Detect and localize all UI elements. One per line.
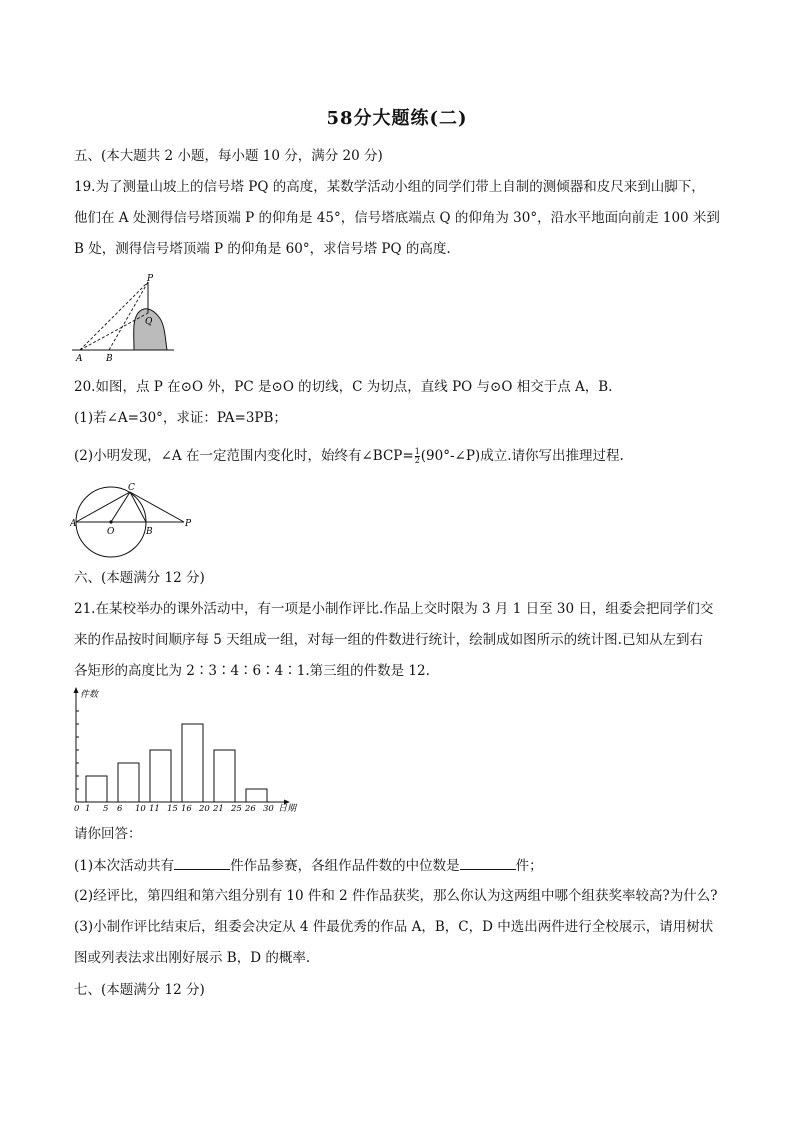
section-6-header: 六、(本题满分 12 分) (74, 570, 205, 586)
fraction-one-half (415, 448, 420, 465)
q19-line-1: 19.为了测量山坡上的信号塔 PQ 的高度，某数学活动小组的同学们带上自制的测倾器和皮尺来到山脚下， (74, 179, 705, 195)
q21-part-1-b: 件作品参赛，各组作品件数的中位数是 (230, 858, 460, 874)
center-point-o (109, 520, 112, 523)
q20-line-1: 20.如图，点 P 在⊙O 外，PC 是⊙O 的切线，C 为切点，直线 PO 与⊙O 相交于点 A，B. (74, 379, 613, 395)
chord-ac (76, 492, 130, 522)
q21-line-2: 来的作品按时间顺序每 5 天组成一组，对每一组的件数进行统计，绘制成如图所示的统计图.已知从左到右 (74, 632, 703, 648)
x-tick-label: 1 (85, 804, 91, 814)
label-o: O (107, 527, 115, 537)
x-tick-label: 5 (103, 804, 109, 814)
q21-part-1-c: 件； (515, 858, 543, 874)
q19-figure (72, 273, 182, 365)
q21-part-1-a: (1)本次活动共有 (74, 858, 175, 874)
hill-shape (134, 309, 167, 350)
x-tick-label: 0 (74, 804, 80, 814)
radius-oc (111, 492, 130, 522)
bar-1-5 (86, 776, 107, 802)
label-p: P (147, 274, 154, 284)
q20-figure (70, 480, 198, 568)
x-tick-label: 6 (117, 804, 123, 814)
x-axis-label: 日期 (278, 804, 297, 814)
y-axis-label: 件数 (80, 690, 99, 700)
bar-26-30 (246, 789, 267, 802)
q21-part-2: (2)经评比，第四组和第六组分别有 10 件和 2 件作品获奖，那么你认为这两组中哪个组获奖率较高?为什么? (74, 888, 718, 904)
q21-part-1 (74, 855, 543, 876)
section-7-header: 七、(本题满分 12 分) (74, 982, 205, 998)
x-tick-label: 10 (135, 804, 146, 814)
x-tick-label: 20 (199, 804, 210, 814)
x-tick-label: 11 (149, 804, 160, 814)
x-tick-label: 16 (181, 804, 192, 814)
page-title: 58分大题练(二) (326, 108, 468, 129)
answer-blank-total[interactable] (174, 855, 230, 870)
answer-blank-median[interactable] (460, 855, 516, 870)
fraction-denominator: 2 (414, 456, 420, 465)
x-tick-label: 25 (231, 804, 242, 814)
bar-6-10 (118, 763, 139, 802)
q20-part-1: (1)若∠A=30°，求证：PA=3PB； (74, 410, 287, 426)
label-p: P (185, 519, 192, 529)
q20-part-2-after: (90°-∠P)成立.请你写出推理过程. (420, 448, 624, 464)
q20-part-2-before: (2)小明发现，∠A 在一定范围内变化时，始终有∠BCP= (74, 448, 414, 464)
fraction-numerator: 1 (414, 447, 420, 456)
label-b: B (146, 527, 153, 537)
q21-prompt: 请你回答： (74, 826, 142, 842)
y-axis-arrow (74, 687, 79, 693)
q21-line-1: 21.在某校举办的课外活动中，有一项是小制作评比.作品上交时限为 3 月 1 日至 30 日，组委会把同学们交 (74, 601, 714, 617)
bars (86, 724, 267, 802)
label-a: A (76, 354, 83, 364)
q20-part-2 (74, 446, 624, 466)
bar-11-15 (150, 750, 171, 802)
q21-part-3-line-1: (3)小制作评比结束后，组委会决定从 4 件最优秀的作品 A，B，C，D 中选出两件进行全校展示，请用树状 (74, 919, 714, 935)
q21-bar-chart (62, 686, 312, 818)
section-5-header: 五、(本大题共 2 小题，每小题 10 分，满分 20 分) (74, 148, 383, 164)
q19-line-3: B 处，测得信号塔顶端 P 的仰角是 60°，求信号塔 PQ 的高度. (74, 241, 451, 257)
x-tick-labels (74, 804, 274, 814)
x-tick-label: 30 (263, 804, 274, 814)
bar-16-20 (182, 724, 203, 802)
label-c: C (128, 483, 135, 493)
x-tick-label: 21 (213, 804, 224, 814)
label-q: Q (145, 317, 153, 327)
q21-line-3: 各矩形的高度比为 2∶3∶4∶6∶4∶1.第三组的件数是 12. (74, 663, 430, 679)
x-tick-label: 26 (245, 804, 256, 814)
label-b: B (106, 354, 113, 364)
x-tick-label: 15 (167, 804, 178, 814)
label-a: A (70, 519, 77, 529)
bar-21-25 (214, 750, 235, 802)
q21-part-3-line-2: 图或列表法求出刚好展示 B，D 的概率. (74, 950, 311, 966)
q19-line-2: 他们在 A 处测得信号塔顶端 P 的仰角是 45°，信号塔底端点 Q 的仰角为 30°，沿水平地面向前走 100 米到 (74, 210, 720, 226)
